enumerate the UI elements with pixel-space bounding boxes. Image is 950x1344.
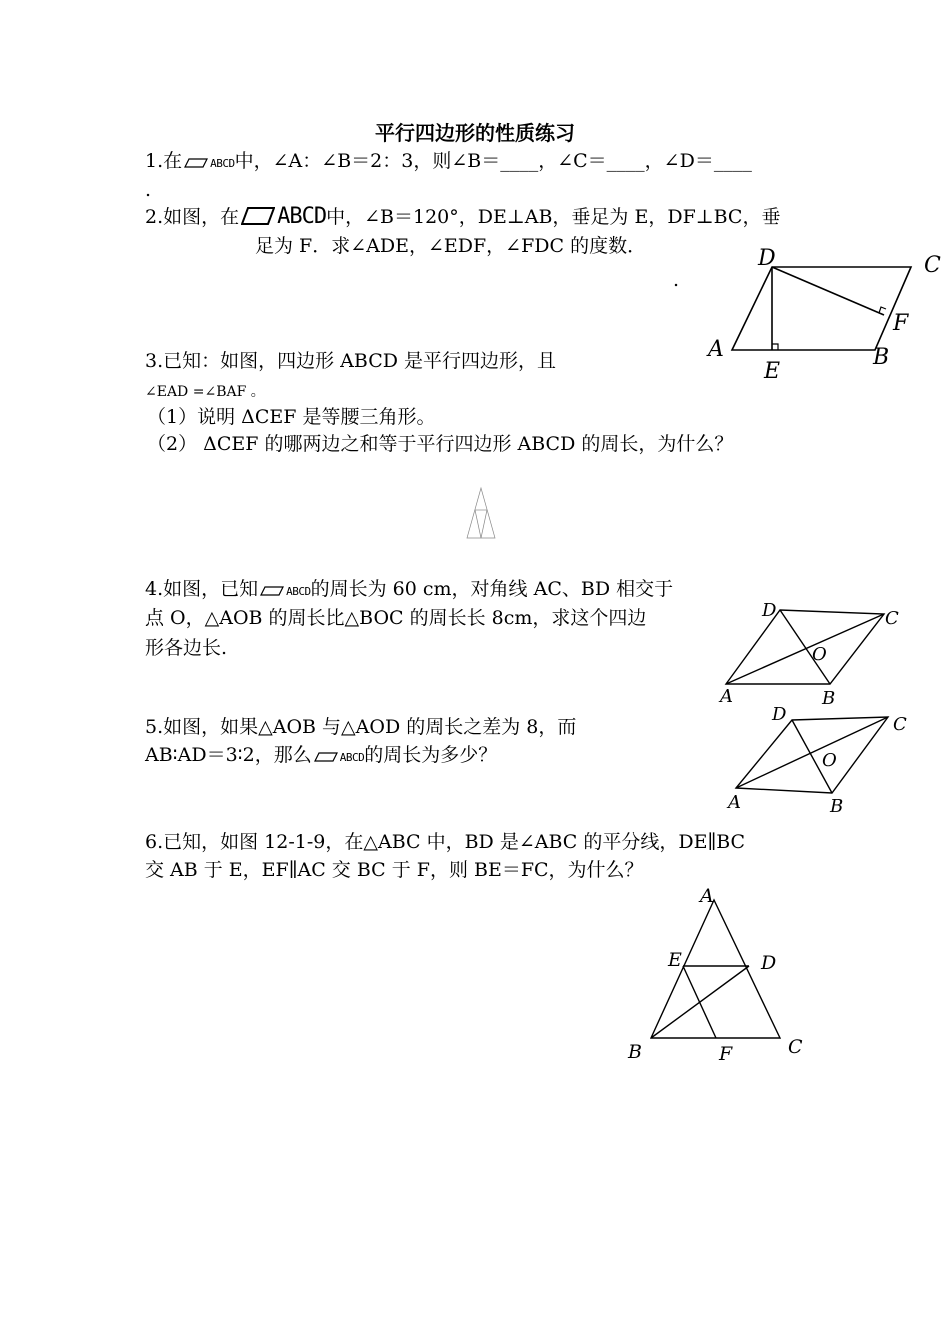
q1-text: 中，∠A：∠B＝2：3，则∠B＝____，∠C＝____，∠D＝____: [234, 150, 752, 172]
q2-right-angle-e: [772, 344, 778, 350]
page-title: 平行四边形的性质练习: [375, 121, 575, 145]
q3-figure: [462, 484, 500, 544]
q6-segment-ef: [683, 966, 716, 1038]
parallelogram-icon: [184, 158, 208, 168]
q4-label-b: B: [822, 688, 836, 709]
q5-diagonal-ac: [736, 717, 888, 788]
q5-label-b: B: [830, 796, 844, 817]
q5-abcd: ABCD: [339, 751, 365, 764]
q6-figure: [620, 880, 820, 1070]
q5-line-2-suffix: 的周长为多少？: [364, 744, 498, 766]
q3-item-1: （1）说明 ΔCEF 是等腰三角形。: [147, 406, 436, 428]
q5-line-2-prefix: AB∶AD＝3∶2，那么: [145, 744, 312, 766]
q3-item-2: （2） ΔCEF 的哪两边之和等于平行四边形 ABCD 的周长，为什么？: [147, 433, 734, 455]
parallelogram-icon: [241, 207, 275, 225]
q2-label-c: C: [924, 253, 941, 278]
q4-label-o: O: [812, 644, 827, 665]
q2-right-angle-f: [879, 307, 886, 313]
q2-segment-df: [772, 267, 884, 315]
parallelogram-icon: [314, 752, 338, 762]
question-2: [145, 205, 780, 229]
q6-label-c: C: [788, 1036, 803, 1058]
q6-label-e: E: [668, 949, 682, 971]
q1-abcd: ABCD: [210, 157, 235, 170]
q2-prefix: 2.如图，在: [145, 206, 240, 228]
q2-dot: .: [673, 269, 680, 291]
q5-line-2: [145, 743, 497, 770]
q5-label-a: A: [728, 792, 741, 813]
q2-label-f: F: [893, 311, 909, 336]
q2-line-2: 足为 F．求∠ADE，∠EDF，∠FDC 的度数．: [255, 235, 647, 257]
q2-label-b: B: [873, 345, 890, 370]
q1-prefix: 1.在: [145, 150, 183, 172]
q6-line-2: 交 AB 于 E，EF∥AC 交 BC 于 F，则 BE＝FC，为什么？: [145, 859, 644, 881]
q4-text: 的周长为 60 cm，对角线 AC、BD 相交于: [310, 578, 674, 600]
question-4: [145, 577, 673, 604]
q2-label-e: E: [764, 359, 781, 384]
q6-label-a: A: [700, 885, 714, 907]
q6-label-f: F: [719, 1043, 733, 1065]
q5-figure: [720, 700, 920, 820]
q4-label-c: C: [885, 608, 899, 629]
q2-label-a: A: [708, 337, 724, 362]
q4-line-3: 形各边长.: [145, 637, 228, 659]
q6-label-d: D: [761, 952, 777, 974]
q4-label-d: D: [762, 600, 777, 621]
q5-label-c: C: [893, 714, 907, 735]
q4-line-2: 点 O，△AOB 的周长比△BOC 的周长长 8cm，求这个四边: [145, 607, 647, 629]
q4-diagonal-ac: [726, 614, 884, 684]
q3-line-2: ∠EAD =∠BAF 。: [145, 384, 265, 400]
q1-dot: .: [145, 179, 152, 201]
question-1: [145, 149, 752, 176]
q2-abcd: ABCD: [277, 204, 327, 229]
q5-line-1: 5.如图，如果△AOB 与△AOD 的周长之差为 8，而: [145, 716, 577, 738]
q2-figure: [700, 240, 950, 390]
q2-label-d: D: [758, 246, 776, 271]
q2-text: 中，∠B＝120°，DE⊥AB，垂足为 E，DF⊥BC，垂: [326, 206, 781, 228]
q6-line-1: 6.已知，如图 12-1-9，在△ABC 中，BD 是∠ABC 的平分线，DE∥BC: [145, 831, 746, 853]
q4-figure: [710, 596, 910, 709]
q4-abcd: ABCD: [286, 585, 311, 598]
q3-line-1: 3.已知：如图，四边形 ABCD 是平行四边形，且: [145, 350, 557, 372]
q6-label-b: B: [628, 1041, 642, 1063]
q5-label-o: O: [822, 750, 837, 771]
parallelogram-icon: [260, 586, 284, 596]
q4-label-a: A: [720, 686, 733, 707]
q4-prefix: 4.如图，已知: [145, 578, 259, 600]
q5-label-d: D: [772, 704, 787, 725]
